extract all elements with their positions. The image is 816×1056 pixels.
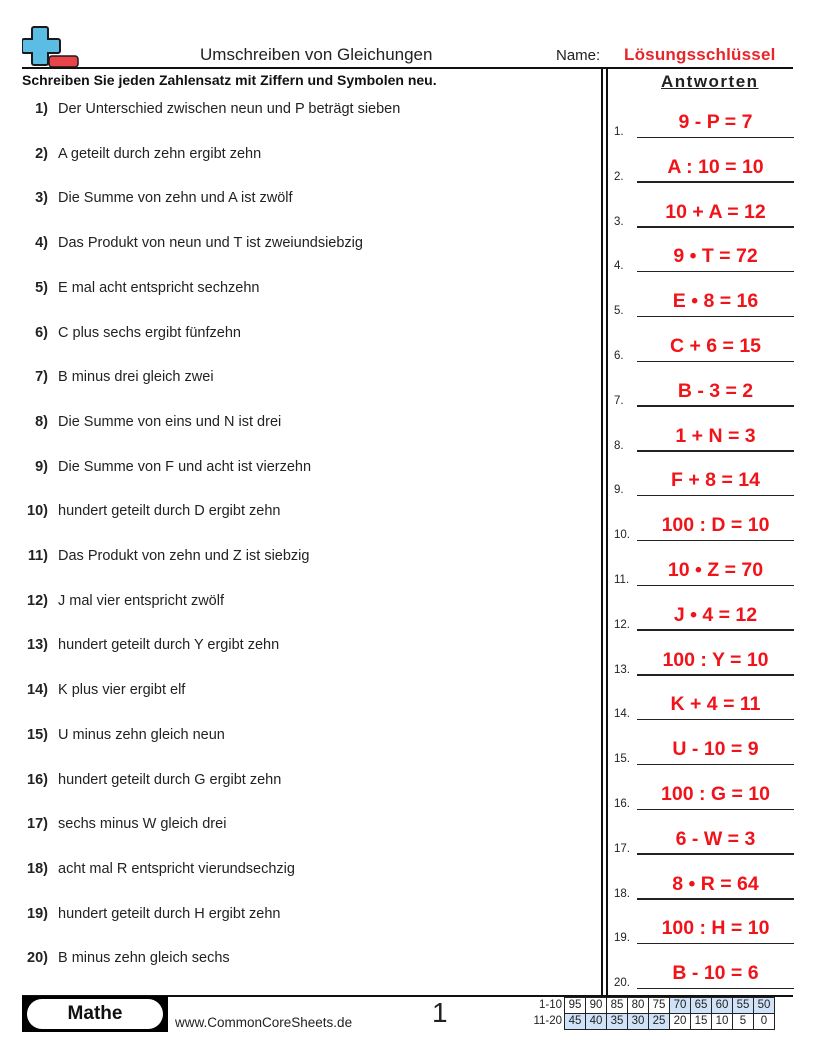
answer-item [612, 872, 794, 900]
problem-number: 13) [27, 637, 48, 654]
problem-text: E mal acht entspricht sechzehn [58, 279, 260, 296]
answer-item [612, 379, 794, 407]
problem-item [0, 682, 590, 702]
answer-value: C + 6 = 15 [669, 335, 762, 357]
answer-item [612, 737, 794, 765]
answer-number: 10. [614, 529, 630, 542]
answer-number: 20. [614, 977, 630, 990]
answer-line [637, 898, 794, 900]
score-row [565, 998, 775, 1014]
score-cell: 5 [733, 1014, 754, 1030]
answer-line [637, 271, 794, 273]
answer-value: F + 8 = 14 [671, 469, 760, 492]
problem-text: hundert geteilt durch Y ergibt zehn [58, 637, 280, 654]
problem-item [0, 548, 590, 568]
answer-line [637, 629, 794, 631]
score-cell: 20 [670, 1014, 691, 1030]
answer-line [637, 674, 794, 676]
answer-value: U - 10 = 9 [672, 738, 759, 761]
plus-minus-logo-icon [22, 25, 80, 69]
answer-item [612, 603, 794, 631]
problem-number: 15) [27, 726, 48, 743]
answer-line [637, 540, 794, 542]
answer-line [637, 764, 794, 766]
subject-badge: Mathe [27, 999, 163, 1029]
answer-value: 6 - W = 3 [675, 827, 756, 850]
answer-number: 17. [614, 842, 630, 855]
problem-number: 6) [35, 324, 48, 341]
answer-item [612, 916, 794, 944]
score-row-label: 1-10 [538, 999, 562, 1011]
answer-number: 6. [614, 350, 624, 362]
answer-line [637, 495, 794, 497]
answer-value: 8 • R = 64 [672, 872, 759, 895]
problem-text: Das Produkt von zehn und Z ist siebzig [58, 548, 310, 564]
answer-line [637, 585, 794, 587]
website-link[interactable]: www.CommonCoreSheets.de [175, 1015, 353, 1030]
problem-item [0, 190, 590, 210]
score-cell: 10 [712, 1014, 733, 1030]
score-cell: 45 [565, 1014, 586, 1030]
problem-text: A geteilt durch zehn ergibt zehn [58, 145, 262, 162]
answer-value: 100 : G = 10 [661, 783, 770, 805]
problem-number: 14) [27, 682, 48, 699]
answer-value: A : 10 = 10 [667, 155, 764, 178]
score-cell: 65 [691, 998, 712, 1014]
problem-item [0, 727, 590, 747]
problem-number: 9) [35, 458, 48, 475]
problem-item [0, 861, 590, 881]
problem-item [0, 280, 590, 300]
problem-item [0, 146, 590, 166]
answer-line [637, 405, 794, 407]
problem-item [0, 101, 590, 121]
answer-item [612, 289, 794, 317]
score-cell: 30 [628, 1014, 649, 1030]
answer-item [612, 782, 794, 810]
answer-number: 16. [614, 798, 630, 810]
problem-text: B minus zehn gleich sechs [58, 950, 230, 967]
answer-line [637, 719, 794, 721]
answer-number: 9. [614, 484, 624, 497]
answers-heading: Antworten [661, 72, 759, 91]
problem-number: 10) [27, 503, 48, 520]
answer-item [612, 244, 794, 272]
answer-line [637, 450, 794, 452]
answer-value: 10 + A = 12 [665, 200, 766, 223]
answer-line [637, 809, 794, 811]
answer-number: 8. [614, 439, 624, 452]
answer-value: 100 : Y = 10 [662, 648, 769, 671]
problem-text: Der Unterschied zwischen neun und P beträgt sieben [58, 101, 401, 117]
problem-text: K plus vier ergibt elf [58, 682, 186, 699]
answer-item [612, 468, 794, 496]
answer-number: 5. [614, 305, 624, 318]
score-cell: 25 [649, 1014, 670, 1030]
problem-text: Das Produkt von neun und T ist zweiundsiebzig [58, 235, 363, 252]
problem-item [0, 593, 590, 613]
problem-number: 7) [35, 369, 48, 386]
answer-value: 9 • T = 72 [673, 245, 758, 268]
problem-item [0, 950, 590, 970]
answer-number: 7. [614, 394, 624, 407]
problem-number: 12) [27, 592, 48, 609]
score-table [564, 997, 775, 1030]
answer-item [612, 692, 794, 720]
score-cell: 80 [628, 998, 649, 1014]
problem-text: U minus zehn gleich neun [58, 726, 225, 743]
score-cell: 35 [607, 1014, 628, 1030]
problem-number: 11) [27, 548, 48, 564]
score-cell: 95 [565, 998, 586, 1014]
score-cell: 60 [712, 998, 733, 1014]
answer-value: K + 4 = 11 [670, 693, 761, 716]
answer-value: J • 4 = 12 [673, 603, 758, 626]
answer-value: 10 • Z = 70 [667, 559, 764, 581]
answer-number: 14. [614, 708, 630, 721]
answer-item [612, 961, 794, 989]
problem-item [0, 459, 590, 479]
answer-item [612, 200, 794, 228]
score-cell: 75 [649, 998, 670, 1014]
answer-line [637, 316, 794, 318]
problem-text: J mal vier entspricht zwölf [58, 592, 224, 609]
answer-number: 3. [614, 215, 624, 228]
problem-number: 16) [27, 771, 48, 788]
problem-number: 17) [27, 816, 48, 833]
answer-item [612, 110, 794, 138]
answer-item [612, 648, 794, 676]
answer-number: 4. [614, 260, 624, 273]
score-cell: 90 [586, 998, 607, 1014]
answer-value: E • 8 = 16 [672, 290, 759, 313]
problem-text: hundert geteilt durch D ergibt zehn [58, 503, 281, 520]
problem-text: Die Summe von zehn und A ist zwölf [58, 190, 293, 207]
answer-value: 100 : H = 10 [661, 917, 770, 940]
problem-text: hundert geteilt durch G ergibt zehn [58, 771, 282, 788]
name-label: Name: [556, 47, 601, 64]
problem-item [0, 414, 590, 434]
problem-item [0, 235, 590, 255]
score-cell: 15 [691, 1014, 712, 1030]
score-cell: 85 [607, 998, 628, 1014]
answer-number: 12. [614, 618, 630, 631]
problem-item [0, 369, 590, 389]
score-cell: 0 [754, 1014, 775, 1030]
answer-value: 1 + N = 3 [675, 424, 756, 447]
answer-line [637, 943, 794, 945]
answer-number: 18. [614, 887, 630, 900]
problem-number: 4) [35, 235, 48, 252]
problem-text: Die Summe von eins und N ist drei [58, 413, 282, 430]
problem-number: 20) [27, 950, 48, 967]
problem-item [0, 637, 590, 657]
problem-number: 19) [27, 905, 48, 922]
answer-number: 1. [614, 126, 624, 138]
problem-text: C plus sechs ergibt fünfzehn [58, 324, 241, 341]
answer-value: 100 : D = 10 [661, 514, 770, 537]
score-cell: 40 [586, 1014, 607, 1030]
problem-text: hundert geteilt durch H ergibt zehn [58, 905, 281, 922]
problem-item [0, 906, 590, 926]
answer-number: 2. [614, 170, 624, 183]
score-row-label: 11-20 [533, 1015, 562, 1027]
problem-number: 5) [35, 279, 48, 296]
score-cell: 55 [733, 998, 754, 1014]
name-value: Lösungsschlüssel [624, 45, 776, 64]
problem-item [0, 325, 590, 345]
answer-item [612, 155, 794, 183]
column-divider [606, 69, 608, 995]
answer-value: 9 - P = 7 [678, 111, 753, 133]
problem-number: 2) [35, 145, 48, 162]
problem-text: sechs minus W gleich drei [58, 816, 227, 833]
header-divider [22, 67, 793, 69]
problem-item [0, 503, 590, 523]
answer-value: B - 3 = 2 [677, 379, 754, 402]
answer-line [637, 988, 794, 990]
problem-number: 1) [35, 101, 48, 117]
worksheet-title: Umschreiben von Gleichungen [200, 45, 433, 64]
problem-item [0, 772, 590, 792]
answer-item [612, 513, 794, 541]
answer-number: 13. [614, 663, 630, 676]
column-divider [601, 69, 603, 995]
answer-value: B - 10 = 6 [672, 962, 759, 985]
answer-number: 11. [614, 574, 630, 586]
problem-text: acht mal R entspricht vierundsechzig [58, 860, 295, 877]
answer-number: 19. [614, 932, 630, 945]
score-cell: 50 [754, 998, 775, 1014]
answer-item [612, 334, 794, 362]
answer-line [637, 137, 794, 139]
answer-item [612, 558, 794, 586]
page-number: 1 [432, 997, 448, 1028]
answer-line [637, 361, 794, 363]
answer-line [637, 226, 794, 228]
problem-number: 3) [35, 190, 48, 207]
problem-text: B minus drei gleich zwei [58, 369, 214, 386]
answer-item [612, 424, 794, 452]
problem-item [0, 816, 590, 836]
score-cell: 70 [670, 998, 691, 1014]
answer-number: 15. [614, 753, 630, 766]
score-row-labels [520, 997, 562, 1029]
problem-number: 8) [35, 413, 48, 430]
instructions: Schreiben Sie jeden Zahlensatz mit Ziffern und Symbolen neu. [22, 72, 437, 88]
problem-text: Die Summe von F und acht ist vierzehn [58, 458, 312, 475]
score-row [565, 1014, 775, 1030]
answer-line [637, 181, 794, 183]
answer-line [637, 853, 794, 855]
problem-number: 18) [27, 860, 48, 877]
answer-item [612, 827, 794, 855]
